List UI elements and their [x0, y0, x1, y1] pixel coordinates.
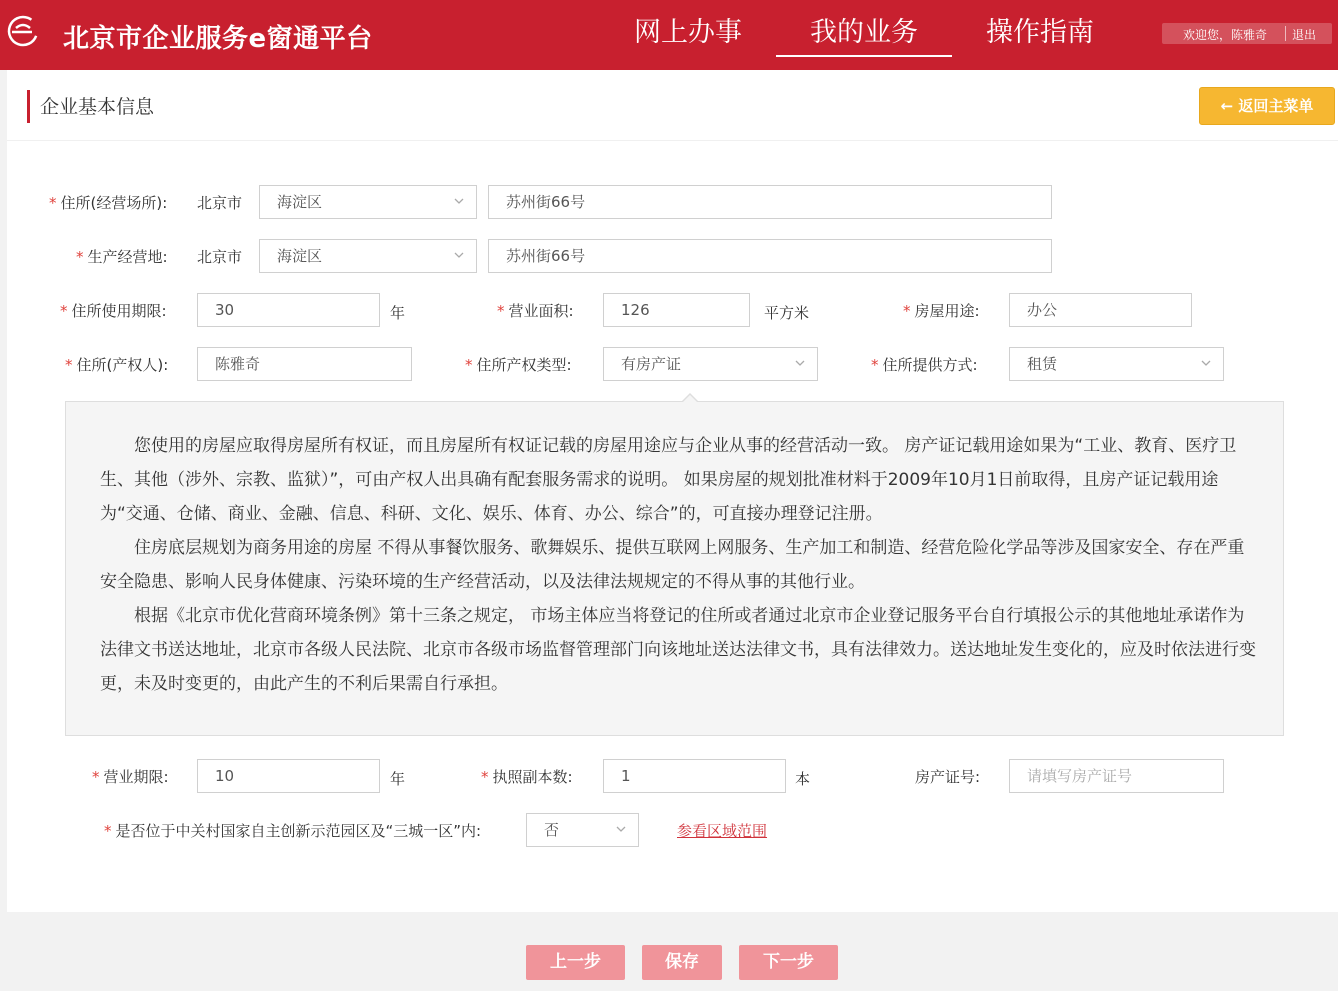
zhongguancun-select[interactable]: 否 [526, 813, 639, 847]
chevron-down-icon [1201, 358, 1211, 368]
owner-label: * 住所(产权人): [65, 356, 169, 374]
use-period-label: * 住所使用期限: [60, 302, 167, 320]
save-button[interactable]: 保存 [642, 945, 722, 980]
use-period-input[interactable]: 30 [197, 293, 380, 327]
use-period-unit: 年 [390, 304, 406, 322]
area-label: * 营业面积: [497, 302, 574, 320]
view-area-range-link[interactable]: 参看区域范围 [677, 822, 768, 840]
property-type-label: * 住所产权类型: [465, 356, 572, 374]
back-to-menu-button[interactable]: ← 返回主菜单 [1199, 87, 1335, 125]
notice-pointer-fill [682, 395, 698, 403]
notice-paragraph-3: 根据《北京市优化营商环境条例》第十三条之规定， 市场主体应当将登记的住所或者通过北京市企业登记服务平台自行填报公示的其他地址承诺作为法律文书送达地址，北京市各级人民法院、北京市各级市场监督管理部门向该地址送达法律文书，具有法律效力。送达地址发生变化的，应及时依法进行变更，未及时变更的，由此产生的不利后果需自行承担。 [100, 606, 1256, 694]
form-panel [7, 70, 1338, 912]
next-step-button[interactable]: 下一步 [739, 945, 838, 980]
production-address-input[interactable]: 苏州街66号 [488, 239, 1052, 273]
chevron-down-icon [454, 250, 464, 260]
property-type-select[interactable]: 有房产证 [603, 347, 818, 381]
provide-mode-label: * 住所提供方式: [871, 356, 978, 374]
cert-no-label: 房产证号: [915, 768, 981, 786]
business-term-input[interactable]: 10 [197, 759, 380, 793]
production-city: 北京市 [197, 248, 243, 266]
notice-paragraph-1: 您使用的房屋应取得房屋所有权证，而且房屋所有权证记载的房屋用途应与企业从事的经营活动一致。 房产证记载用途如果为“工业、教育、医疗卫生、其他（涉外、宗教、监狱）”，可由产权人出具确有配套服务需求的说明。 如果房屋的规划批准材料于2009年10月1日前取得，且房产证记载用途为“交通、仓储、商业、金融、信息、科研、文化、娱乐、体育、办公、综合”的，可直接办理登记注册。 [100, 436, 1237, 524]
residence-address-input[interactable]: 苏州街66号 [488, 185, 1052, 219]
chevron-down-icon [616, 824, 626, 834]
business-term-label: * 营业期限: [92, 768, 169, 786]
residence-city: 北京市 [197, 194, 243, 212]
zhongguancun-label: * 是否位于中关村国家自主创新示范园区及“三城一区”内: [104, 822, 482, 840]
brand-title: 北京市企业服务e窗通平台 [63, 24, 373, 54]
provide-mode-select[interactable]: 租赁 [1009, 347, 1224, 381]
logo-icon [6, 14, 40, 48]
notice-box [65, 401, 1284, 736]
nav-online-service[interactable]: 网上办事 [634, 17, 742, 48]
area-input[interactable]: 126 [603, 293, 750, 327]
owner-input[interactable]: 陈雅奇 [197, 347, 412, 381]
notice-paragraph-2: 住房底层规划为商务用途的房屋 不得从事餐饮服务、歌舞娱乐、提供互联网上网服务、生产加工和制造、经营危险化学品等涉及国家安全、存在严重安全隐患、影响人民身体健康、污染环境的生产经营活动，以及法律法规规定的不得从事的其他行业。 [100, 538, 1245, 592]
residence-district-select[interactable]: 海淀区 [259, 185, 477, 219]
copies-label: * 执照副本数: [481, 768, 573, 786]
user-separator [1285, 26, 1286, 41]
residence-label: * 住所(经营场所): [49, 194, 168, 212]
area-unit: 平方米 [764, 304, 810, 322]
welcome-text: 欢迎您，陈雅奇 [1183, 28, 1268, 42]
section-divider [7, 140, 1338, 141]
top-header [0, 0, 1338, 70]
chevron-down-icon [454, 196, 464, 206]
chevron-down-icon [795, 358, 805, 368]
production-label: * 生产经营地: [76, 248, 168, 266]
prev-step-button[interactable]: 上一步 [526, 945, 625, 980]
logout-link[interactable]: 退出 [1292, 28, 1317, 42]
usage-input[interactable]: 办公 [1009, 293, 1192, 327]
usage-label: * 房屋用途: [903, 302, 980, 320]
copies-unit: 本 [795, 770, 811, 788]
copies-input[interactable]: 1 [603, 759, 786, 793]
user-info-box [1162, 23, 1332, 44]
section-accent-bar [27, 90, 30, 123]
business-term-unit: 年 [390, 770, 406, 788]
nav-my-business[interactable]: 我的业务 [810, 17, 918, 48]
cert-no-input[interactable]: 请填写房产证号 [1009, 759, 1224, 793]
production-district-select[interactable]: 海淀区 [259, 239, 477, 273]
nav-guide[interactable]: 操作指南 [986, 17, 1094, 48]
section-title: 企业基本信息 [40, 96, 155, 118]
active-nav-indicator [776, 55, 952, 57]
